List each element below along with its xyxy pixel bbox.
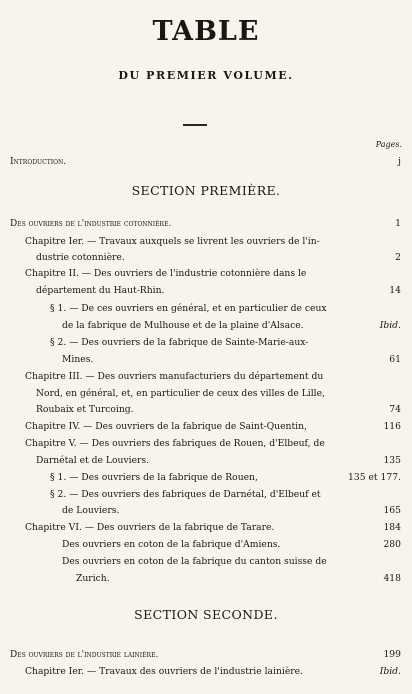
toc-entry-text: Chapitre III. — Des ouvriers manufacturiers du département du [25,371,324,382]
toc-entry-text: Chapitre V. — Des ouvriers des fabriques de Rouen, d'Elbeuf, de [25,438,325,449]
toc-entry [62,539,401,551]
toc-entry-text: Roubaix et Turcoing. [36,404,134,415]
toc-entry [25,268,401,280]
section-heading-second: SECTION SECONDE. [134,607,278,622]
toc-entry-text: § 2. — Des ouvriers de la fabrique de Sainte-Marie-aux- [50,337,309,348]
toc-entry [62,320,401,332]
toc-entry-text: de la fabrique de Mulhouse et de la plaine d'Alsace. [62,320,304,331]
toc-entry-page: 418 [383,573,401,584]
toc-entry-page: 2 [395,252,401,263]
toc-entry-text: § 1. — De ces ouvriers en général, et en particulier de ceux [50,303,327,314]
toc-entry [25,371,401,383]
toc-entry [25,438,401,450]
toc-entry [25,421,401,433]
toc-entry-page: 61 [389,354,401,365]
toc-entry [10,218,401,230]
toc-entry [25,236,401,248]
page-title: TABLE [152,16,260,47]
toc-entry [10,649,401,661]
toc-entry-page: 116 [383,421,401,432]
toc-entry-text: Des ouvriers en coton de la fabrique d'Amiens. [62,539,281,550]
toc-entry-text: Chapitre Ier. — Travaux des ouvriers de l'industrie lainière. [25,666,304,677]
toc-entry-text: Des ouvriers en coton de la fabrique du canton suisse de [62,556,327,567]
toc-entry [76,573,401,585]
toc-entry [36,404,401,416]
toc-entry [62,354,401,366]
toc-entry-page: 14 [389,285,401,296]
toc-entry-text: Darnétal et de Louviers. [36,455,150,466]
toc-entry-page: 1 [395,218,401,229]
toc-entry [62,556,401,568]
pages-column-label: Pages. [375,140,402,149]
toc-entry-text: Chapitre VI. — Des ouvriers de la fabrique de Tarare. [25,522,275,533]
toc-entry-page: 184 [383,522,401,533]
toc-entry [36,455,401,467]
toc-entry-text: Mines. [62,354,94,365]
toc-entry-page: 74 [389,404,401,415]
toc-entry-text: Nord, en général, et, en particulier de ceux des villes de Lille, [36,388,325,399]
toc-entry-page: 135 et 177. [348,472,401,483]
toc-entry-text: département du Haut-Rhin. [36,285,165,296]
toc-entry [50,489,401,501]
toc-entry-text: Chapitre II. — Des ouvriers de l'industrie cotonnière dans le [25,268,307,279]
toc-entry-text: de Louviers. [62,505,120,516]
toc-entry-text: Zurich. [76,573,110,584]
toc-entry-introduction [10,156,401,168]
toc-entry-page: 165 [383,505,401,516]
toc-entry-text: § 2. — Des ouvriers des fabriques de Darnétal, d'Elbeuf et [50,489,321,500]
toc-entry-page: Ibid. [379,320,401,331]
toc-entry-text: Chapitre IV. — Des ouvriers de la fabrique de Saint-Quentin, [25,421,307,432]
toc-entry-text: Des ouvriers de l'industrie lainière. [10,650,159,660]
toc-entry-page: 280 [383,539,401,550]
page-subtitle: DU PREMIER VOLUME. [118,69,294,82]
toc-entry-text: Chapitre Ier. — Travaux auxquels se livrent les ouvriers de l'in- [25,236,320,247]
toc-entry [50,472,401,484]
toc-entry [36,252,401,264]
toc-entry [62,505,401,517]
toc-entry-page: 135 [383,455,401,466]
toc-entry-text: § 1. — Des ouvriers de la fabrique de Rouen, [50,472,258,483]
toc-entry [36,388,401,400]
toc-entry-page: Ibid. [379,666,401,677]
section-heading-first: SECTION PREMIÈRE. [131,183,281,198]
toc-entry-text: Introduction. [10,157,67,167]
title-rule [183,124,207,126]
toc-entry-page: 199 [383,649,401,660]
toc-entry [25,666,401,678]
toc-entry [50,337,401,349]
toc-entry [50,303,401,315]
toc-entry [36,285,401,297]
toc-entry-page: j [398,156,401,167]
toc-entry-text: Des ouvriers de l'industrie cotonnière. [10,219,172,229]
toc-entry-text: dustrie cotonnière. [36,252,125,263]
toc-entry [25,522,401,534]
